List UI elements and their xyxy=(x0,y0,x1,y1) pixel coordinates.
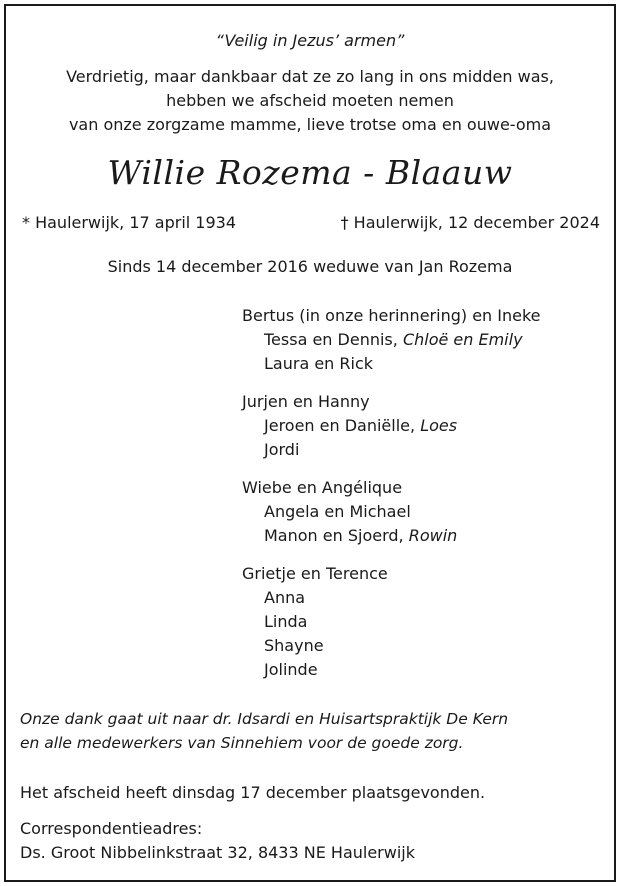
thanks-line-2: en alle medewerkers van Sinnehiem voor de goede zorg. xyxy=(20,734,464,752)
intro-line-3: van onze zorgzame mamme, lieve trotse oma en ouwe-oma xyxy=(68,115,552,134)
family-head: Jurjen en Hanny xyxy=(242,392,370,411)
deceased-name: Willie Rozema - Blaauw xyxy=(107,153,513,192)
family-head: Bertus (in onze herinnering) en Ineke xyxy=(242,306,541,325)
family-member xyxy=(242,586,541,610)
correspondence-address: Ds. Groot Nibbelinkstraat 32, 8433 NE Haulerwijk xyxy=(20,843,415,862)
family-member-name: Jolinde xyxy=(264,660,318,679)
family-member xyxy=(242,328,541,352)
family-group xyxy=(242,562,541,682)
correspondence-label: Correspondentieadres: xyxy=(20,819,203,838)
family-member-name: Shayne xyxy=(264,636,324,655)
family-member xyxy=(242,414,541,438)
family-member xyxy=(242,524,541,548)
family-member-name: Angela en Michael xyxy=(264,502,411,521)
family-list xyxy=(242,304,541,682)
family-member xyxy=(242,658,541,682)
family-member xyxy=(242,634,541,658)
family-member-name: Jeroen en Daniëlle, xyxy=(264,416,421,435)
family-group xyxy=(242,476,541,548)
intro-line-1: Verdrietig, maar dankbaar dat ze zo lang in ons midden was, xyxy=(66,67,554,86)
family-member-name: Jordi xyxy=(264,440,300,459)
intro-line-2: hebben we afscheid moeten nemen xyxy=(166,91,454,110)
family-head: Wiebe en Angélique xyxy=(242,478,403,497)
great-grandchildren: Rowin xyxy=(408,526,458,545)
family-member-name: Laura en Rick xyxy=(264,354,374,373)
family-member xyxy=(242,500,541,524)
great-grandchildren: Loes xyxy=(420,416,458,435)
family-group xyxy=(242,304,541,376)
thanks-line-1: Onze dank gaat uit naar dr. Idsardi en Huisartspraktijk De Kern xyxy=(20,710,509,728)
widow-line: Sinds 14 december 2016 weduwe van Jan Rozema xyxy=(107,257,513,276)
motto: “Veilig in Jezus’ armen” xyxy=(215,31,405,50)
family-member xyxy=(242,352,541,376)
family-member-name: Manon en Sjoerd, xyxy=(264,526,409,545)
family-member-name: Anna xyxy=(264,588,306,607)
family-group xyxy=(242,390,541,462)
birth-date: * Haulerwijk, 17 april 1934 xyxy=(22,213,237,232)
family-member xyxy=(242,438,541,462)
farewell-line: Het afscheid heeft dinsdag 17 december plaatsgevonden. xyxy=(20,783,486,802)
great-grandchildren: Chloë en Emily xyxy=(402,330,523,349)
family-member-name: Linda xyxy=(264,612,308,631)
family-member-name: Tessa en Dennis, xyxy=(264,330,403,349)
family-head: Grietje en Terence xyxy=(242,564,388,583)
death-date: † Haulerwijk, 12 december 2024 xyxy=(340,213,600,232)
family-member xyxy=(242,610,541,634)
